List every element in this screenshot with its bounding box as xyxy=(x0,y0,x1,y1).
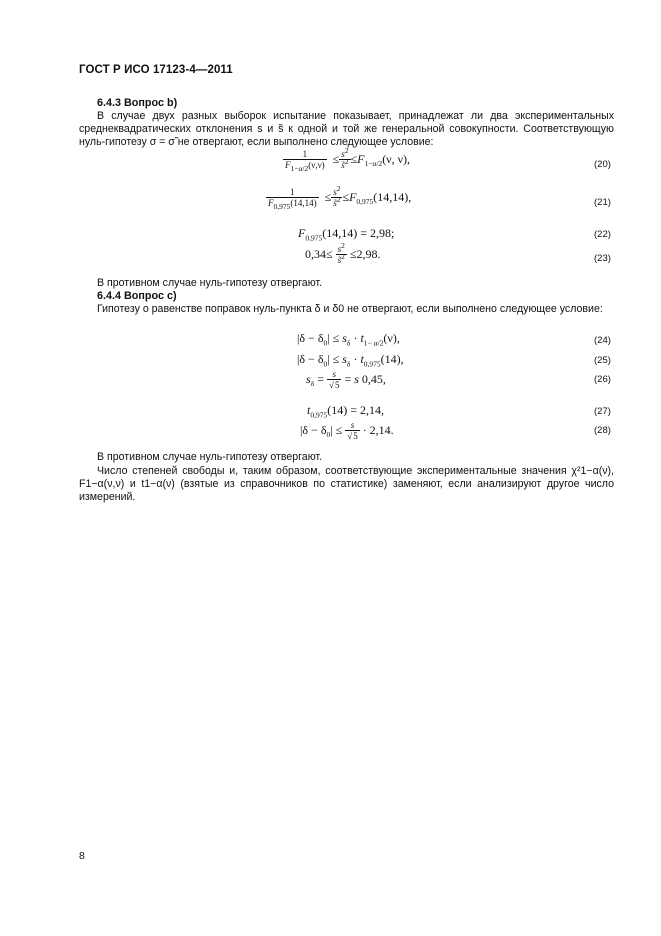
equation-22: $F_{0,975}(14,14) = 2,98$; xyxy=(298,226,395,243)
document-header: ГОСТ Р ИСО 17123-4—2011 xyxy=(79,64,233,76)
equation-number-24: (24) xyxy=(594,335,611,346)
equation-28: $|\delta - \delta_0|$ ≤ $\frac{s}{√5}$ · 2,14. xyxy=(300,420,394,441)
rejection-note-2: В противном случае нуль-гипотезу отвергают. xyxy=(97,451,323,463)
equation-25: $|\delta - \delta_0| \le s_\delta \cdot t_{0,975}(14)$, xyxy=(297,352,404,369)
equation-21: $\frac{1}{F_{0,975}(14,14)}$ ≤ $\frac{s^2}{s̃^2}$ $\le F_{0,975}(14,14)$, xyxy=(268,184,412,211)
equation-number-20: (20) xyxy=(594,159,611,170)
section-heading-6-4-4: 6.4.4 Вопрос с) xyxy=(97,290,177,302)
equation-24: $|\delta - \delta_0| \le s_\delta \cdot t_{1- \alpha/2}(\nu)$, xyxy=(297,331,400,348)
equation-20: $\frac{1}{F_{1-\alpha/2}(\nu,\nu)}$ ≤ $\frac{s^2}{s̃^2}$ $\le F_{1-\alpha/2}(\nu$, ν), xyxy=(285,146,411,173)
equation-23: 0,34≤ $\frac{s^2}{s̃^2}$ ≤2,98. xyxy=(305,241,381,265)
equation-number-28: (28) xyxy=(594,425,611,436)
equation-number-23: (23) xyxy=(594,253,611,264)
equation-27: $t_{0,975}(14) = 2,14$, xyxy=(307,403,384,420)
page-number: 8 xyxy=(79,850,85,862)
rejection-note-1: В противном случае нуль-гипотезу отвергают. xyxy=(97,277,323,289)
section-heading-6-4-3: 6.4.3 Вопрос b) xyxy=(97,97,178,109)
equation-26: $s_\delta$ = $\frac{s}{√5}$ = s 0,45, xyxy=(306,369,386,390)
equation-number-26: (26) xyxy=(594,374,611,385)
section-6-4-3-paragraph xyxy=(79,110,614,150)
equation-number-22: (22) xyxy=(594,229,611,240)
equation-number-25: (25) xyxy=(594,355,611,366)
final-paragraph: Число степеней свободы и, таким образом, соответствующие экспериментальные значения χ²1−α(ν), F1−α(ν,ν) и t1−α(ν) (взятые из справочников по статистике) заменяют, если анализируют другое число измерений. xyxy=(79,465,614,504)
equation-number-21: (21) xyxy=(594,197,611,208)
section-6-4-4-text: Гипотезу о равенстве поправок нуль-пункта δ и δ0 не отвергают, если выполнено следующее условие: xyxy=(97,303,603,315)
section-6-4-3-text: В случае двух разных выборок испытание показывает, принадлежат ли два экспериментальных среднеквадратических отклонения s и s̃ к одной и той же генеральной совокупности. Соответствующую нуль-гипотезу σ = σ̃ не отвергают, если выполнено следующее условие: xyxy=(79,110,614,149)
section-6-4-4-paragraph xyxy=(79,303,614,316)
equation-number-27: (27) xyxy=(594,406,611,417)
